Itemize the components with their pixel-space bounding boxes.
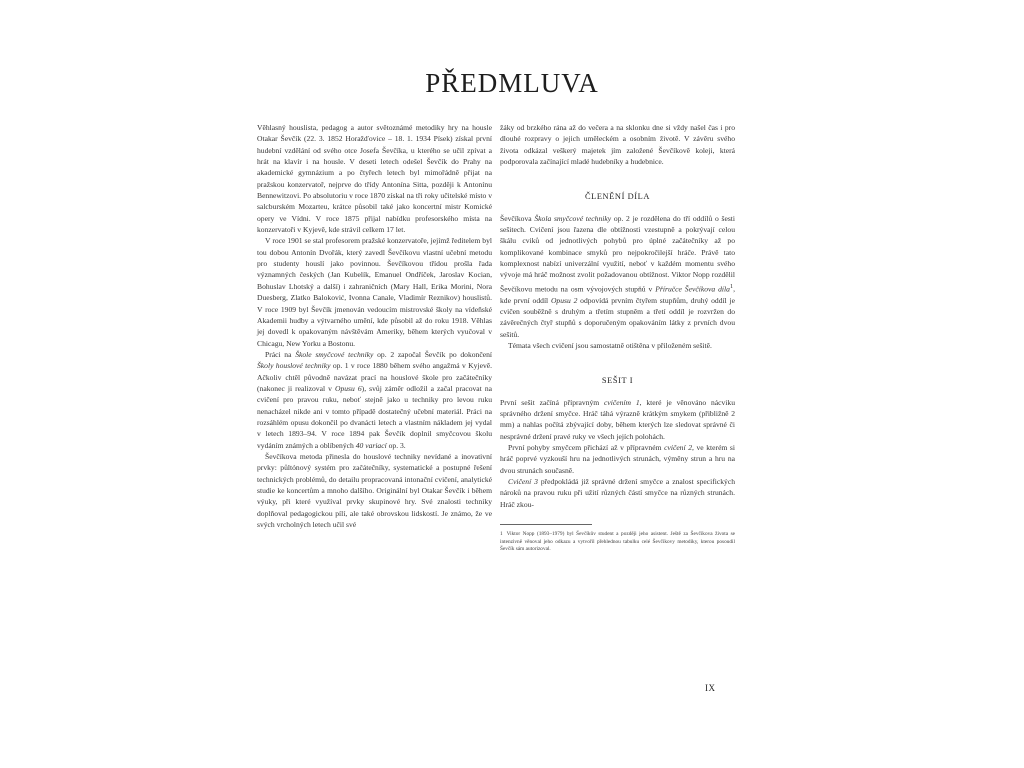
italic-text: Cvičení 3 bbox=[508, 477, 538, 487]
paragraph: Témata všech cvičení jsou samostatně otištěna v přiloženém sešitě. bbox=[508, 341, 712, 351]
text-run: op. 2 započal Ševčík po dokončení bbox=[373, 349, 492, 359]
text-run: První sešit začíná přípravným bbox=[500, 397, 605, 407]
text-run: ), svůj záměr odložil a začal pracovat na cvičení pro pravou ruku, neboť stejně jako u techniky pro levou ruku nenacházel nikde ani v tomto případě dostatečný učební materiál. Práci na rozsáhlém opusu dokončil po dvanácti letech a vlastním nákladem jej vydal v letech 1893–94. V roce 1894 pak Ševčík doplnil smyčcovou školu vydáním známých a oblíbených bbox=[257, 383, 493, 450]
italic-text: Škola smyčcové techniky bbox=[534, 213, 612, 223]
page-number: IX bbox=[705, 683, 716, 693]
page-title: PŘEDMLUVA bbox=[425, 68, 599, 98]
paragraph: žáky od brzkého rána až do večera a na sklonku dne si vždy našel čas i pro dlouhé rozpravy o jejich uměleckém a osobním životě. V závěru svého života odkázal veškerý majetek jím založené Ševčíkově koleji, která podporovala začínající mladé hudebníky a hudebnice. bbox=[500, 123, 735, 167]
italic-text: Opusu 6 bbox=[334, 383, 362, 393]
section-heading: SEŠIT I bbox=[601, 376, 634, 386]
footnote-divider bbox=[500, 524, 592, 525]
text-run: op. 1 v roce 1880 během svého angažmá v Kyjevě. Ačkoliv chtěl původně navázat prací na houslové škole pro začátečníky (nakonec ji realizoval v bbox=[257, 361, 493, 393]
text-run: op. 2 je rozdělena do tří oddílů o šesti sešitech. Cvičení jsou řazena dle obtížnosti vzestupně a pokrývají celou škálu cviků od jednotlivých pohybů pro úplné začátečníky až po komplikované kombinace smyků pro nejpokročilejší hráče. Právě tato komplexnost nabízí univerzální využití, neboť v každém momentu svého vývoje má hráč možnost zvolit požadovanou obtížnost. Viktor Nopp rozdělil Ševčíkovu metodu na osm vývojových stupňů v bbox=[500, 213, 735, 294]
text-run: , ve kterém si hráč poprvé vyzkouší hru na jednotlivých strunách, výměny strun a hru na dvou strunách současně. bbox=[500, 443, 736, 475]
paragraph: Věhlasný houslista, pedagog a autor světoznámé metodiky hry na housle Otakar Ševčík (22. 3. 1852 Horažďovice – 18. 1. 1934 Písek) získal první hudební vzdělání od svého otce Josefa Ševčíka, u kterého se učil zpívat a hrát na klavír i na housle. V deseti letech odešel Ševčík do Prahy na akademické gymnázium a po čtyřech letech byl mimořádně přijat na pražskou konzervatoř, nejprve do třídy Antonína Sitta, později k Antonínu Bennewitzovi. Po absolutoriu v roce 1870 získal na tři roky učitelské místo v salcburském Mozarteu, krátce působil také jako koncertní mistr Komické opery ve Vídni. V roce 1875 přijal nabídku profesorského místa na konzervatoři v Kyjevě, kde strávil celkem 17 let. bbox=[257, 123, 492, 235]
italic-text: cvičení 2 bbox=[664, 443, 692, 453]
right-column bbox=[500, 122, 735, 554]
text-run: op. 3. bbox=[386, 440, 406, 450]
footnote-marker: 1 bbox=[729, 282, 734, 290]
italic-text: Škole smyčcové techniky bbox=[295, 349, 374, 359]
footnote-text: Viktor Nopp (1893–1979) byl Ševčíkův student a později jeho asistent. Ještě za Ševčíkova života se intenzivně věnoval jeho odkazu a vytvořil přehlednou tabulku celé Ševčíkovy metodiky, kterou posoudil Ševčík sám autorizoval. bbox=[500, 531, 735, 553]
text-run: předpokládá již správné držení smyčce a znalost specifických nároků na pravou ruku při užití různých částí smyčce na různých strunách. Hráč zkou- bbox=[500, 477, 736, 509]
paragraph bbox=[500, 397, 735, 442]
italic-text: Příručce Ševčíkova díla bbox=[655, 284, 730, 294]
section-heading: ČLENĚNÍ DÍLA bbox=[584, 192, 651, 202]
paragraph bbox=[257, 349, 492, 451]
paragraph: Ševčíkova metoda přinesla do houslové techniky nevídané a inovativní prvky: půltónový systém pro začátečníky, systematické a postupné řešení technických problémů, do detailu propracovaná intonační cvičení, analytické studie ke koncertům a mnoho dalšího. Originální byl Otakar Ševčík i během výuky, při které využíval prvky skupinové hry. Své znalosti techniky doplňoval pedagogickou pílí, ale také obrovskou lidskostí. Je známo, že ve svých vrcholných letech učil své bbox=[257, 451, 492, 530]
footnote bbox=[500, 531, 735, 554]
text-run: , které je věnováno nácviku správného držení smyčce. Hráč táhá výrazně krátkým smykem (přibližně 2 mm) a nahlas počítá zbývající doby, během kterých lze sledovat správné či nesprávné držení pravé ruky ve všech jejích polohách. bbox=[500, 397, 735, 441]
text-run: Ševčíkova bbox=[500, 213, 535, 223]
footnote-number: 1 bbox=[500, 531, 503, 538]
text-run: První pohyby smyčcem přichází až v přípravném bbox=[508, 443, 665, 453]
paragraph: V roce 1901 se stal profesorem pražské konzervatoře, jejímž ředitelem byl tou dobou Antonín Dvořák, který zavedl Ševčíkovu vlastní učební metodu pro studenty houslí jako povinnou. Ševčíkovou třídou prošla řada významných českých (Jan Kubelík, Emanuel Ondříček, Jaroslav Kocian, Bohuslav Lhotský a další) i zahraničních (Mary Hall, Erika Morini, Nora Duesberg, Zlatko Baloković, Ivonna Canale, Vladimír Reznikov) houslistů. V roce 1909 byl Ševčík jmenován vedoucím mistrovské školy na vídeňské Akademii hudby a výtvarného umění, kde působil až do roku 1918. Věhlas jej dovedl k opakovaným návštěvám Ameriky, během kterých vyučoval v Chicagu, New Yorku a Bostonu. bbox=[257, 236, 492, 348]
text-run: , kde první oddíl bbox=[500, 284, 736, 305]
italic-text: Opusu 2 bbox=[550, 295, 578, 305]
italic-text: 40 variací bbox=[355, 440, 387, 450]
paragraph bbox=[500, 213, 735, 340]
left-column bbox=[257, 122, 492, 530]
text-run: Práci na bbox=[265, 349, 296, 359]
italic-text: cvičením 1 bbox=[604, 397, 640, 407]
text-run: odpovídá prvním čtyřem stupňům, druhý oddíl je cvičen souběžně s druhým a třetím stupněm a třetí oddíl je rozvržen do závěrečných čtyř stupňů s doporučeným opakováním látky z prvních dvou sešitů. bbox=[500, 295, 735, 339]
paragraph bbox=[500, 476, 735, 510]
italic-text: Školy houslové techniky bbox=[257, 361, 331, 371]
paragraph bbox=[500, 442, 735, 476]
